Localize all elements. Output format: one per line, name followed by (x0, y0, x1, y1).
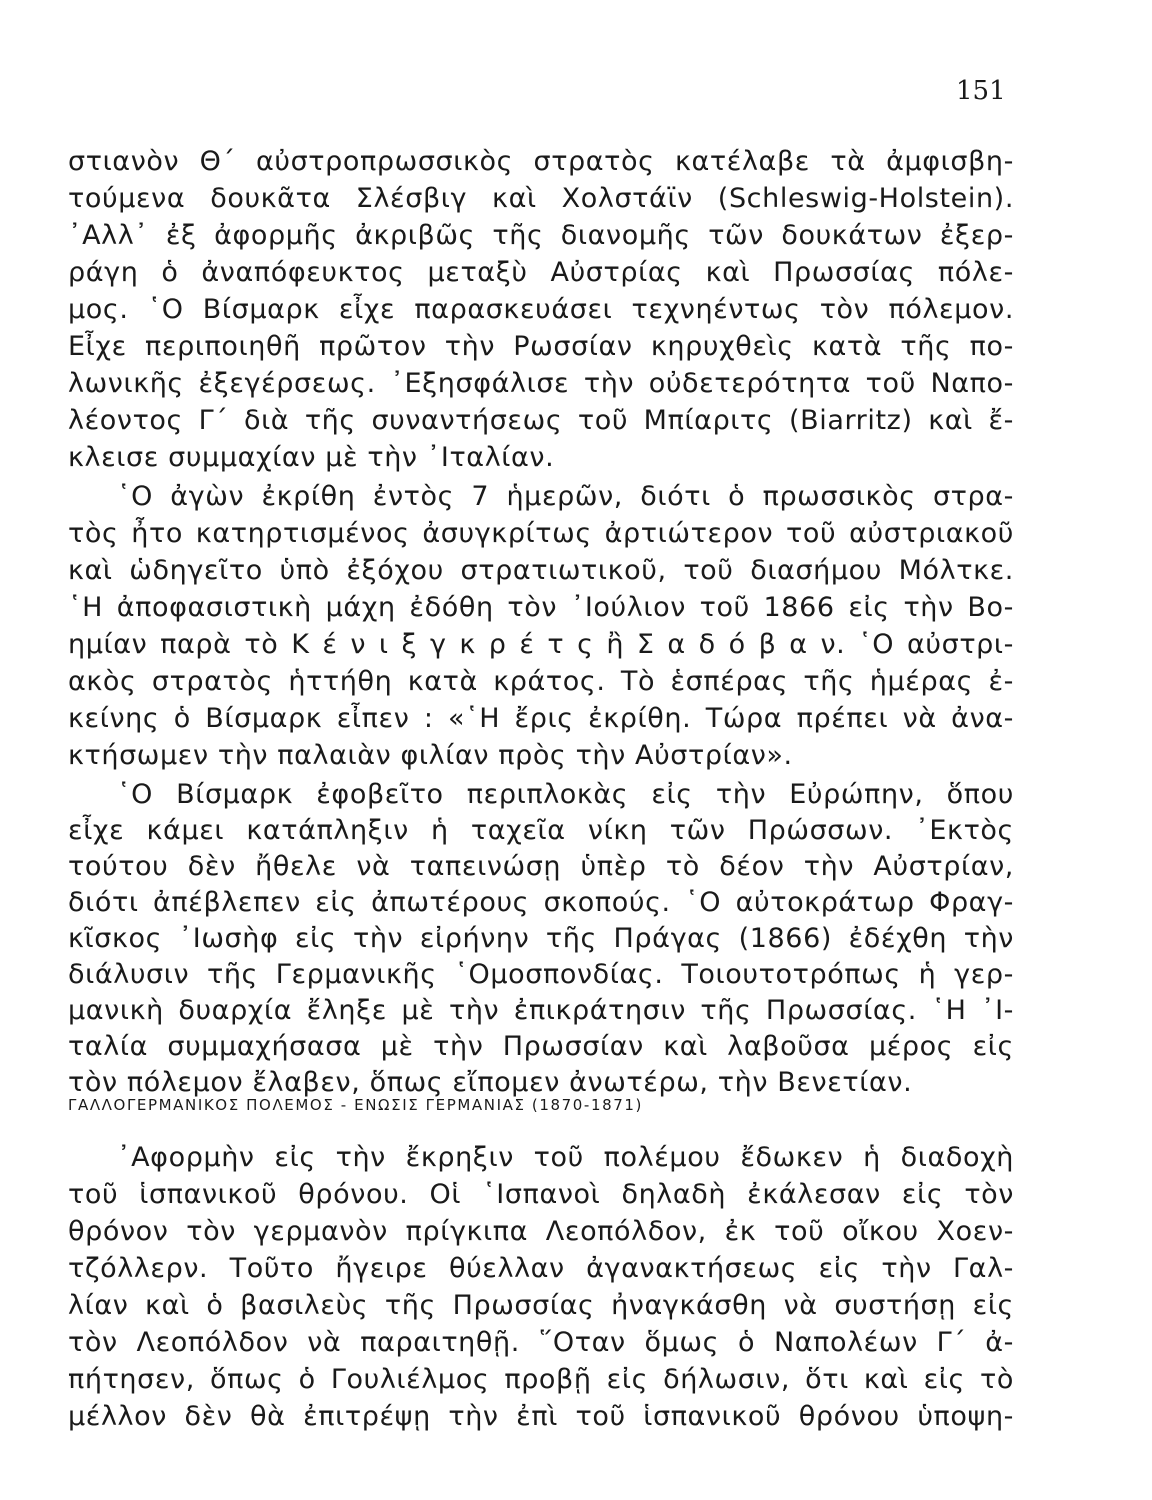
text-line: μος. ῾Ο Βίσμαρκ εἶχε παρασκευάσει τεχνηέντως τὸν πόλεμον. (68, 294, 1014, 325)
text-line: λέοντος Γ΄ διὰ τῆς συναντήσεως τοῦ Μπίαριτς (Biarritz) καὶ ἔ- (68, 405, 1014, 436)
text-line: καὶ ὡδηγεῖτο ὑπὸ ἐξόχου στρατιωτικοῦ, τοῦ διασήμου Μόλτκε. (68, 555, 1014, 586)
text-line: θρόνον τὸν γερμανὸν πρίγκιπα Λεοπόλδον, ἐκ τοῦ οἴκου Χοεν- (68, 1216, 1014, 1247)
text-line: λωνικῆς ἐξεγέρσεως. ᾽Εξησφάλισε τὴν οὐδετερότητα τοῦ Ναπο- (68, 368, 1014, 399)
text-line: ᾽Αλλ᾽ ἐξ ἀφορμῆς ἀκριβῶς τῆς διανομῆς τῶν δουκάτων ἐξερ- (68, 220, 1014, 251)
text-line: ᾽Αφορμὴν εἰς τὴν ἔκρηξιν τοῦ πολέμου ἔδωκεν ἡ διαδοχὴ (117, 1142, 1014, 1173)
text-line: τούτου δὲν ἤθελε νὰ ταπεινώσῃ ὑπὲρ τὸ δέον τὴν Αὐστρίαν, (68, 851, 1014, 882)
text-line: στιανὸν Θ΄ αὐστροπρωσσικὸς στρατὸς κατέλαβε τὰ ἀμφισβη- (68, 146, 1014, 177)
text-line: κῖσκος ᾽Ιωσὴφ εἰς τὴν εἰρήνην τῆς Πράγας (1866) ἐδέχθη τὴν (68, 923, 1014, 954)
text-line: τοῦ ἱσπανικοῦ θρόνου. Οἱ ῾Ισπανοὶ δηλαδὴ ἐκάλεσαν εἰς τὸν (68, 1179, 1014, 1210)
text-line: ημίαν παρὰ τὸ Κ έ ν ι ξ γ κ ρ έ τ ς ἢ Σ α δ ό β α ν. ῾Ο αὐστρι- (68, 629, 1014, 660)
text-line: μανικὴ δυαρχία ἔληξε μὲ τὴν ἐπικράτησιν τῆς Πρωσσίας. ῾Η ᾽Ι- (68, 995, 1014, 1026)
text-line: τζόλλερν. Τοῦτο ἤγειρε θύελλαν ἀγανακτήσεως εἰς τὴν Γαλ- (68, 1253, 1014, 1284)
text-line: κείνης ὁ Βίσμαρκ εἶπεν : «῾Η ἔρις ἐκρίθη. Τώρα πρέπει νὰ ἀνα- (68, 703, 1014, 734)
section-heading: ΓΑΛΛΟΓΕΡΜΑΝΙΚΟΣ ΠΟΛΕΜΟΣ - ΕΝΩΣΙΣ ΓΕΡΜΑΝΙΑΣ (1870-1871) (68, 1096, 643, 1114)
text-line: εἶχε κάμει κατάπληξιν ἡ ταχεῖα νίκη τῶν Πρώσσων. ᾽Εκτὸς (68, 815, 1014, 846)
text-line: ράγη ὁ ἀναπόφευκτος μεταξὺ Αὐστρίας καὶ Πρωσσίας πόλε- (68, 257, 1014, 288)
text-line: κλεισε συμμαχίαν μὲ τὴν ᾽Ιταλίαν. (68, 442, 555, 473)
text-line: ταλία συμμαχήσασα μὲ τὴν Πρωσσίαν καὶ λαβοῦσα μέρος εἰς (68, 1031, 1014, 1062)
text-line: τούμενα δουκᾶτα Σλέσβιγ καὶ Χολστάϊν (Schleswig-Holstein). (68, 183, 1014, 214)
text-line: τὸν Λεοπόλδον νὰ παραιτηθῇ. ῞Οταν ὅμως ὁ Ναπολέων Γ΄ ἀ- (68, 1327, 1014, 1358)
text-line: πήτησεν, ὅπως ὁ Γουλιέλμος προβῇ εἰς δήλωσιν, ὅτι καὶ εἰς τὸ (68, 1364, 1014, 1395)
text-line: μέλλον δὲν θὰ ἐπιτρέψῃ τὴν ἐπὶ τοῦ ἱσπανικοῦ θρόνου ὑποψη- (68, 1401, 1014, 1432)
text-line: κτήσωμεν τὴν παλαιὰν φιλίαν πρὸς τὴν Αὐστρίαν». (68, 740, 793, 771)
text-line: Εἶχε περιποιηθῆ πρῶτον τὴν Ρωσσίαν κηρυχθεὶς κατὰ τῆς πο- (68, 331, 1014, 362)
page-number: 151 (956, 76, 1006, 106)
text-line: ῾Ο ἀγὼν ἐκρίθη ἐντὸς 7 ἡμερῶν, διότι ὁ πρωσσικὸς στρα- (117, 481, 1014, 512)
text-line: τὸν πόλεμον ἔλαβεν, ὅπως εἴπομεν ἀνωτέρω, τὴν Βενετίαν. (68, 1067, 913, 1098)
text-line: τὸς ἦτο κατηρτισμένος ἀσυγκρίτως ἀρτιώτερον τοῦ αὐστριακοῦ (68, 518, 1014, 549)
text-line: ῾Η ἀποφασιστικὴ μάχη ἐδόθη τὸν ᾽Ιούλιον τοῦ 1866 εἰς τὴν Βο- (68, 592, 1014, 623)
text-line: ακὸς στρατὸς ἡττήθη κατὰ κράτος. Τὸ ἑσπέρας τῆς ἡμέρας ἐ- (68, 666, 1014, 697)
text-line: ῾Ο Βίσμαρκ ἐφοβεῖτο περιπλοκὰς εἰς τὴν Εὐρώπην, ὅπου (117, 779, 1014, 810)
text-line: διότι ἀπέβλεπεν εἰς ἀπωτέρους σκοπούς. ῾Ο αὐτοκράτωρ Φραγ- (68, 887, 1014, 918)
text-line: λίαν καὶ ὁ βασιλεὺς τῆς Πρωσσίας ἠναγκάσθη νὰ συστήσῃ εἰς (68, 1290, 1014, 1321)
text-line: διάλυσιν τῆς Γερμανικῆς ῾Ομοσπονδίας. Τοιουτοτρόπως ἡ γερ- (68, 959, 1014, 990)
